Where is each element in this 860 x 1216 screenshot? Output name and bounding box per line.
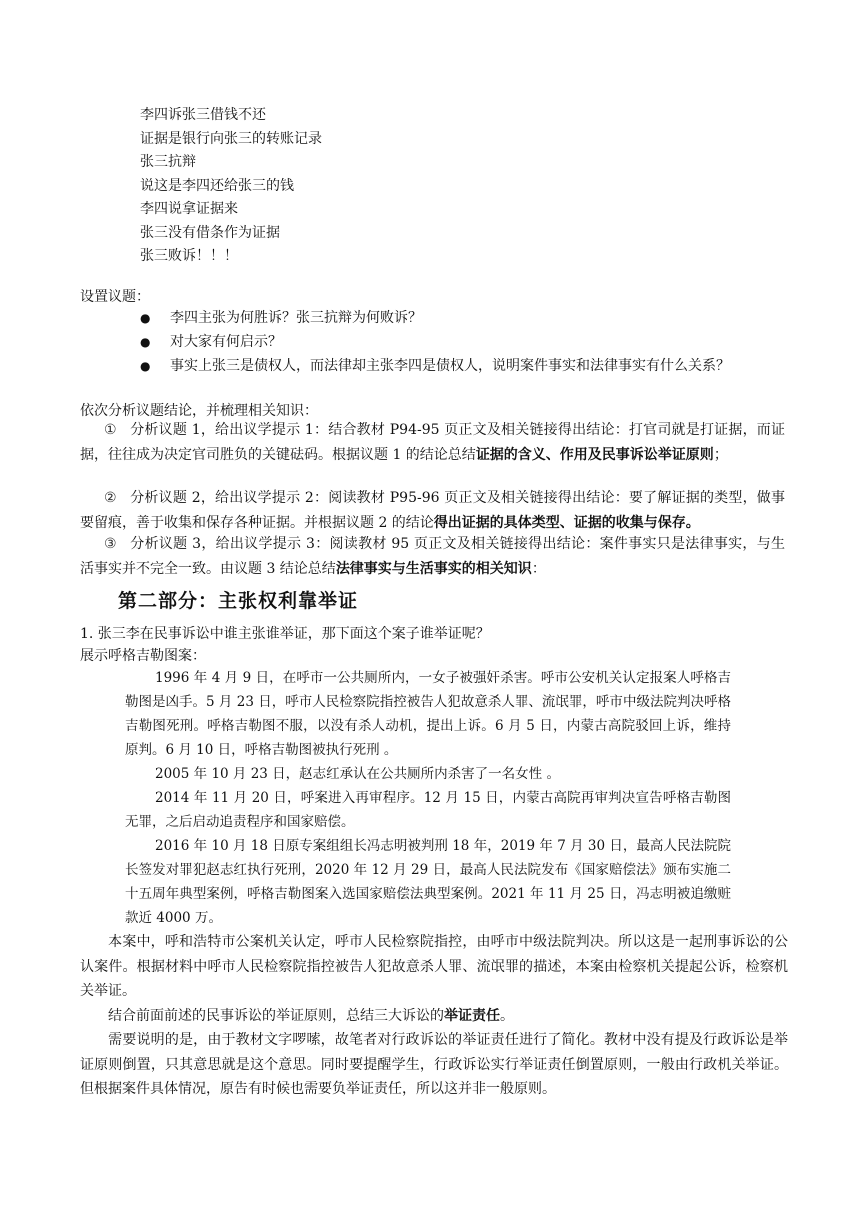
story-line: 李四说拿证据来 — [140, 201, 238, 217]
case-paragraph: 1996 年 4 月 9 日，在呼市一公共厕所内，一女子被强奸杀害。呼市公安机关认定报案人呼格吉勒图是凶手。5 月 23 日，呼市人民检察院指控被告人犯故意杀人罪、流氓罪，呼市中级法院判决呼格吉勒图死刑。呼格吉勒图不服，以没有杀人动机，提出上诉。6 月 5 日，内蒙古高院驳回上诉，维持原判。6 月 10 日，呼格吉勒图被执行死刑 。 — [125, 670, 731, 758]
bullet-item — [140, 306, 730, 330]
story-lines — [140, 104, 322, 269]
story-line: 李四诉张三借钱不还 — [140, 107, 266, 123]
story-line: 张三抗辩 — [140, 154, 196, 170]
body-paragraph: 本案中，呼和浩特市公案机关认定，呼市人民检察院指控，由呼市中级法院判决。所以这是一起刑事诉讼的公认案件。根据材料中呼市人民检察院指控被告人犯故意杀人罪、流氓罪的描述，本案由检察机关提起公诉，检察机关举证。 — [80, 934, 788, 999]
bullet-text: 李四主张为何胜诉？张三抗辩为何败诉？ — [170, 310, 422, 326]
story-line: 说这是李四还给张三的钱 — [140, 177, 294, 194]
key-point: 得出证据的具体类型、证据的收集与保存。 — [433, 514, 700, 531]
bullet-text: 事实上张三是债权人，而法律却主张李四是债权人，说明案件事实和法律事实有什么关系？ — [170, 358, 730, 374]
analysis-item-3: ③ 分析议题 3，给出议学提示 3：阅读教材 95 页正文及相关链接得出结论：案件事实只是法律事实，与生活事实并不完全一致。由议题 3 结论总结法律事实与生活事实的相关知识： — [80, 532, 785, 581]
topic-heading: 设置议题： — [80, 289, 150, 305]
analysis-item-1: ① 分析议题 1，给出议学提示 1：结合教材 P94-95 页正文及相关链接得出结论：打官司就是打证据，而证据，往往成为决定官司胜负的关键砝码。根据议题 1 的结论总结证据的含义、作用及民事诉讼举证原则； — [80, 418, 785, 467]
case-paragraph: 2005 年 10 月 23 日，赵志红承认在公共厕所内杀害了一名女性 。 — [155, 766, 560, 782]
bullet-item — [140, 354, 730, 378]
topic-bullets — [140, 306, 730, 378]
story-line: 张三没有借条作为证据 — [140, 224, 280, 241]
bullet-item — [140, 330, 730, 354]
bullet-icon: ● — [140, 359, 151, 373]
item-number: ② — [104, 490, 117, 506]
item-number: ③ — [104, 536, 117, 552]
case-paragraph: 2016 年 10 月 18 日原专案组组长冯志明被判刑 18 年，2019 年 7 月 30 日，最高人民法院院长签发对罪犯赵志红执行死刑，2020 年 12 月 29 日，最高人民法院发布《国家赔偿法》颁布实施二十五周年典型案例，呼格吉勒图案入选国家赔偿法典型案例。2021 年 11 月 25 日，冯志明被追缴赃款近 4000 万。 — [125, 838, 731, 926]
body-paragraph: 需要说明的是，由于教材文字啰嗦，故笔者对行政诉讼的举证责任进行了简化。教材中没有提及行政诉讼是举证原则倒置，只其意思就是这个意思。同时要提醒学生，行政诉讼实行举证责任倒置原则，一般由行政机关举证。但根据案件具体情况，原告有时候也需要负举证责任，所以这并非一般原则。 — [80, 1032, 788, 1097]
analysis-item-2: ② 分析议题 2，给出议学提示 2：阅读教材 P95-96 页正文及相关链接得出结论：要了解证据的类型，做事要留痕，善于收集和保存各种证据。并根据议题 2 的结论得出证据的具体类型、证据的收集与保存。 — [80, 486, 785, 535]
story-line: 张三败诉！！！ — [140, 248, 238, 264]
key-point: 法律事实与生活事实的相关知识 — [335, 560, 532, 577]
key-point: 举证责任 — [444, 1008, 500, 1024]
section-title: 第二部分：主张权利靠举证 — [118, 590, 359, 612]
key-point: 证据的含义、作用及民事诉讼举证原则 — [475, 446, 714, 463]
item-number: ① — [104, 422, 117, 438]
body-paragraph: 结合前面前述的民事诉讼的举证原则，总结三大诉讼的举证责任。 — [108, 1008, 514, 1024]
question-1: 1. 张三李在民事诉讼中谁主张谁举证，那下面这个案子谁举证呢？ — [80, 626, 490, 642]
case-paragraph: 2014 年 11 月 20 日，呼案进入再审程序。12 月 15 日，内蒙古高院再审判决宣告呼格吉勒图无罪，之后启动追责程序和国家赔偿。 — [125, 790, 731, 830]
bullet-icon: ● — [140, 311, 151, 325]
bullet-icon: ● — [140, 335, 151, 349]
analysis-heading: 依次分析议题结论，并梳理相关知识： — [80, 403, 318, 419]
case-intro: 展示呼格吉勒图案： — [80, 648, 206, 664]
story-line: 证据是银行向张三的转账记录 — [140, 130, 322, 147]
bullet-text: 对大家有何启示？ — [170, 334, 282, 350]
